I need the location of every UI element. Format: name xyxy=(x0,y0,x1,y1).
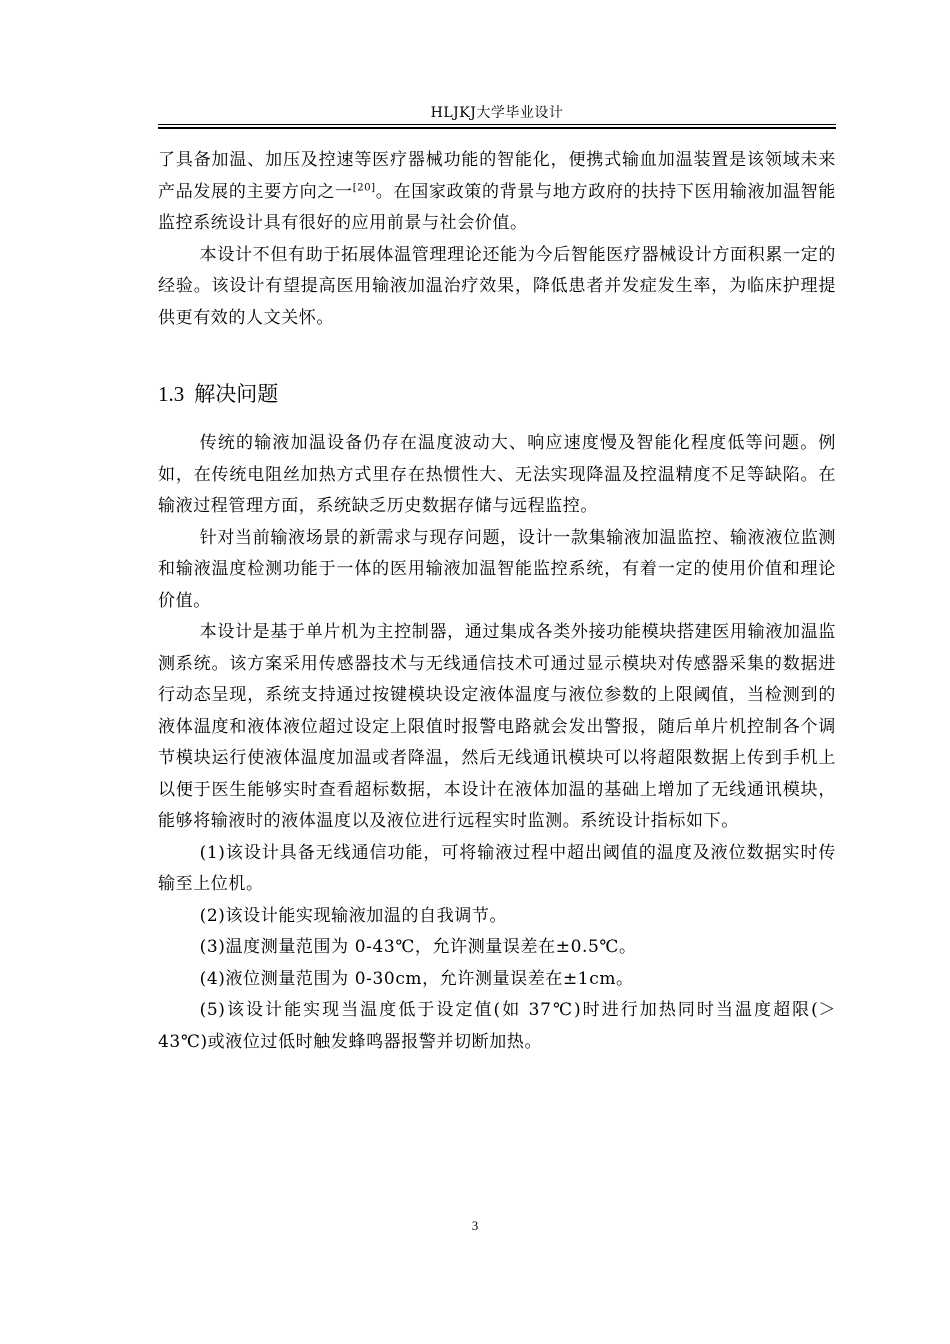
spec-item-1: (1)该设计具备无线通信功能，可将输液过程中超出阈值的温度及液位数据实时传输至上位机。 xyxy=(158,842,836,894)
section-number: 1.3 xyxy=(158,382,185,407)
paragraph-problems: 传统的输液加温设备仍存在温度波动大、响应速度慢及智能化程度低等问题。例如，在传统电阻丝加热方式里存在热惯性大、无法实现降温及控温精度不足等缺陷。在输液过程管理方面，系统缺乏历史数据存储与远程监控。 xyxy=(158,433,836,516)
spec-item-4: (4)液位测量范围为 0-30cm，允许测量误差在±1cm。 xyxy=(199,968,634,989)
header-rule-thick xyxy=(158,127,836,129)
section-body xyxy=(158,428,836,1058)
section-heading xyxy=(158,379,278,409)
spec-item-2: (2)该设计能实现输液加温的自我调节。 xyxy=(199,905,508,926)
citation-ref[interactable]: [20] xyxy=(352,181,376,193)
paragraph-design-overview: 本设计是基于单片机为主控制器，通过集成各类外接功能模块搭建医用输液加温监测系统。该方案采用传感器技术与无线通信技术可通过显示模块对传感器采集的数据进行动态呈现，系统支持通过按键模块设定液体温度与液位参数的上限阈值，当检测到的液体温度和液体液位超过设定上限值时报警电路就会发出警报，随后单片机控制各个调节模块运行使液体温度加温或者降温，然后无线通讯模块可以将超限数据上传到手机上以便于医生能够实时查看超标数据，本设计在液体加温的基础上增加了无线通讯模块，能够将输液时的液体温度以及液位进行远程实时监测。系统设计指标如下。 xyxy=(158,622,836,831)
intro-paragraph-continued xyxy=(158,145,836,240)
paragraph-design-goal: 针对当前输液场景的新需求与现存问题，设计一款集输液加温监控、输液液位监测和输液温度检测功能于一体的医用输液加温智能监控系统，有着一定的使用价值和理论价值。 xyxy=(158,527,836,611)
page-number: 3 xyxy=(471,1218,479,1233)
intro-paragraph-text: 了具备加温、加压及控速等医疗器械功能的智能化，便携式输血加温装置是该领域未来产品发展的主要方向之一 xyxy=(158,150,836,202)
header-rule-thin xyxy=(158,124,836,125)
intro-paragraph-2: 本设计不但有助于拓展体温管理理论还能为今后智能医疗器械设计方面积累一定的经验。该设计有望提高医用输液加温治疗效果，降低患者并发症发生率，为临床护理提供更有效的人文关怀。 xyxy=(158,244,836,328)
spec-item-3: (3)温度测量范围为 0-43℃，允许测量误差在±0.5℃。 xyxy=(199,937,637,957)
intro-text-block xyxy=(158,145,836,334)
intro-paragraph-tail: 。在国家政策的背景与地方政府的扶持下医用输液加温智能监控系统设计具有很好的应用前景与社会价值。 xyxy=(158,181,836,233)
section-title: 解决问题 xyxy=(194,382,279,407)
spec-item-5: (5)该设计能实现当温度低于设定值(如 37℃)时进行加热同时当温度超限(＞43℃)或液位过低时触发蜂鸣器报警并切断加热。 xyxy=(158,1000,836,1052)
running-header: HLJKJ大学毕业设计 xyxy=(430,105,564,121)
